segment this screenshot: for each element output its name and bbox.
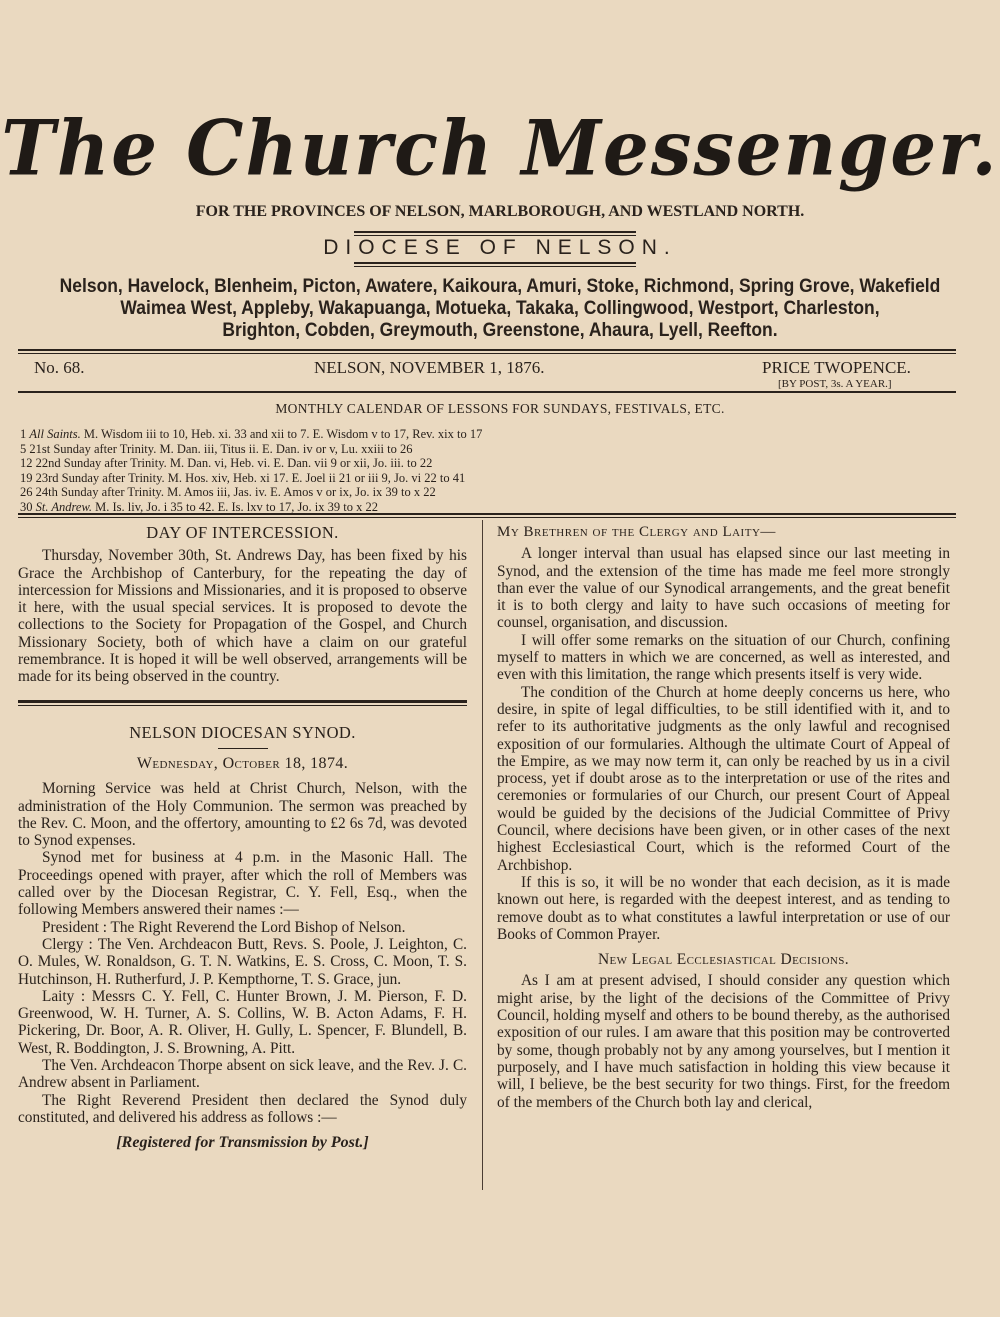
calendar-lessons: M. Amos iii, Jas. iv. E. Amos v or ix, Jo. ix 39 to x 22 <box>167 485 436 500</box>
paragraph: I will offer some remarks on the situation of our Church, confining myself to matters in which we are concerned, as well as interested, and even with this limitation, the range which presents itself is very wide. <box>497 631 950 684</box>
calendar-lessons: M. Dan. iii, Titus ii. E. Dan. iv or v, Lu. xxiii to 26 <box>159 441 413 456</box>
synod-body <box>18 780 467 1126</box>
divider <box>18 513 956 518</box>
dateline: NELSON, NOVEMBER 1, 1876. <box>314 358 545 377</box>
calendar-occasion: All Saints. <box>29 427 81 441</box>
diocese-title: DIOCESE OF NELSON. <box>323 236 677 259</box>
paragraph: Synod met for business at 4 p.m. in the Masonic Hall. The Proceedings opened with prayer, after which the roll of Members was called over by the Diocesan Registrar, C. Y. Fell, Esq., when the following Members answered their names :— <box>18 849 467 919</box>
synod-date: Wednesday, October 18, 1874. <box>136 754 349 772</box>
address-body <box>497 545 950 943</box>
calendar-occasion: 22nd Sunday after Trinity. <box>35 456 167 471</box>
synod-heading: NELSON DIOCESAN SYNOD. <box>129 722 356 742</box>
address-body-continued <box>497 972 950 1110</box>
calendar-day: 12 <box>20 456 33 471</box>
paragraph: Clergy : The Ven. Archdeacon Butt, Revs. S. Poole, J. Leighton, C. O. Mules, W. Ronaldson, G. T. N. Watkins, E. S. Cross, C. Moon, T. S. Hutchinson, H. Rutherfurd, J. P. Kempthorne, T. S. Grace, jun. <box>18 935 467 988</box>
intercession-heading: DAY OF INTERCESSION. <box>146 523 339 542</box>
calendar-row <box>20 485 482 500</box>
divider <box>18 349 956 354</box>
issue-number: No. 68. <box>34 358 85 377</box>
calendar-occasion: St. Andrew. <box>35 499 92 514</box>
calendar-row <box>20 456 482 471</box>
parish-line: Waimea West, Appleby, Wakapuanga, Motueka, Takaka, Collingwood, Westport, Charleston, <box>120 298 880 319</box>
postal-price: [BY POST, 3s. A YEAR.] <box>778 378 892 390</box>
paragraph: Morning Service was held at Christ Church, Nelson, with the administration of the Holy Communion. The sermon was preached by the Rev. C. Moon, and the offertory, amounting to £2 6s 7d, was devoted to Synod expenses. <box>18 780 467 850</box>
paragraph: As I am at present advised, I should consider any question which might arise, by the light of the decisions of the Committee of Privy Council, holding myself and others to be bound thereby, as the authorised exposition of our rules. I am aware that this position may be controverted by some, though probably not by any among yourselves, but I mention it purposely, and I have much satisfaction in holding this view because it will, I believe, be the best security for two things. First, for the freedom of the members of the Church both lay and clerical, <box>497 972 950 1111</box>
calendar-occasion: 24th Sunday after Trinity. <box>35 485 164 500</box>
calendar-day: 30 <box>20 499 33 514</box>
left-column <box>18 524 467 1152</box>
paragraph: If this is so, it will be no wonder that each decision, as it is made known out here, is regarded with the deepest interest, and as tending to remove doubt as to what constitutes a lawful interpretation or use of our Books of Common Prayer. <box>497 873 950 943</box>
calendar-row <box>20 442 482 457</box>
calendar-day: 26 <box>20 485 33 500</box>
right-column <box>497 524 950 1111</box>
paragraph: The Right Reverend President then declared the Synod duly constituted, and delivered his address as follows :— <box>18 1091 467 1126</box>
calendar-row <box>20 427 482 442</box>
salutation: My Brethren of the Clergy and Laity— <box>497 524 776 540</box>
masthead-title: The Church Messenger. <box>1 102 999 193</box>
paragraph: The condition of the Church at home deeply concerns us here, who desire, in spite of legal difficulties, to be still identified with it, and to refer to its authoritative judgments as the only lawful and recognised exposition of our formularies. Although the ultimate Court of Appeal of the Empire, as we may now term it, can only be reached by us in a civil process, yet if doubt arose as to the interpretation or use of the rites and ceremonies or formularies of our Church, our present Court of Appeal would be guided by the decisions of the Judicial Committee of Privy Council, where decisions have been given, or in other cases of the next highest Ecclesiastical Court, which is the reformed Court of the Archbishop. <box>497 683 950 874</box>
calendar-lessons: M. Dan. vi, Heb. vi. E. Dan. vii 9 or xii, Jo. iii. to 22 <box>169 456 433 471</box>
paragraph: The Ven. Archdeacon Thorpe absent on sick leave, and the Rev. J. C. Andrew absent in Parliament. <box>18 1057 467 1092</box>
calendar-heading: MONTHLY CALENDAR OF LESSONS FOR SUNDAYS, FESTIVALS, ETC. <box>275 401 725 416</box>
column-divider <box>482 520 483 1190</box>
divider <box>218 748 268 749</box>
calendar-row <box>20 471 482 486</box>
divider <box>18 391 956 393</box>
divider <box>18 700 467 706</box>
calendar-list <box>20 427 482 515</box>
paragraph: Laity : Messrs C. Y. Fell, C. Hunter Brown, J. M. Pierson, F. D. Greenwood, W. H. Turner, A. S. Collins, W. B. Acton Adams, F. H. Pickering, Dr. Boor, A. R. Oliver, H. Gully, L. Spencer, F. Blundell, B. West, R. Boddington, J. S. Browning, A. Pitt. <box>18 987 467 1057</box>
calendar-occasion: 21st Sunday after Trinity. <box>29 441 157 456</box>
parish-line: Brighton, Cobden, Greymouth, Greenstone, Ahaura, Lyell, Reefton. <box>222 320 778 341</box>
paragraph: A longer interval than usual has elapsed since our last meeting in Synod, and the extension of the time has made me feel more strongly than ever the value of our Synodical arrangements, and the great benefit it is to both clergy and laity to have such occasions of meeting for counsel, organisation, and discussion. <box>497 545 950 632</box>
price: PRICE TWOPENCE. <box>762 358 911 377</box>
divider <box>354 262 636 267</box>
calendar-lessons: M. Hos. xiv, Heb. xi 17. E. Joel ii 21 or iii 9, Jo. vi 22 to 41 <box>167 470 466 485</box>
section-heading: New Legal Ecclesiastical Decisions. <box>597 951 850 969</box>
calendar-occasion: 23rd Sunday after Trinity. <box>35 470 165 485</box>
intercession-body: Thursday, November 30th, St. Andrews Day, has been fixed by his Grace the Archbishop of Canterbury, for the repeating the day of intercession for Missions and Missionaries, and it is proposed to observe it here, with the usual special services. It is proposed to devote the collections to the Society for Propagation of the Gospel, and Church Missionary Society, both of which have a claim on our grateful remembrance. It is hoped it will be well observed, arrangements will be made for its being observed in the country. <box>18 547 467 686</box>
parish-line: Nelson, Havelock, Blenheim, Picton, Awatere, Kaikoura, Amuri, Stoke, Richmond, Spring Grove, Wakefield <box>59 276 941 297</box>
calendar-day: 19 <box>20 470 33 485</box>
registered-notice: [Registered for Transmission by Post.] <box>116 1134 369 1152</box>
calendar-lessons: M. Is. liv, Jo. i 35 to 42. E. Is. lxv to 17, Jo. ix 39 to x 22 <box>95 499 379 514</box>
parish-list <box>40 276 960 342</box>
paragraph: President : The Right Reverend the Lord Bishop of Nelson. <box>42 918 406 936</box>
masthead-subtitle: FOR THE PROVINCES OF NELSON, MARLBOROUGH, AND WESTLAND NORTH. <box>195 203 805 220</box>
calendar-lessons: M. Wisdom iii to 10, Heb. xi. 33 and xii to 7. E. Wisdom v to 17, Rev. xix to 17 <box>83 427 483 441</box>
calendar-day: 1 <box>20 427 27 441</box>
calendar-day: 5 <box>20 441 27 456</box>
